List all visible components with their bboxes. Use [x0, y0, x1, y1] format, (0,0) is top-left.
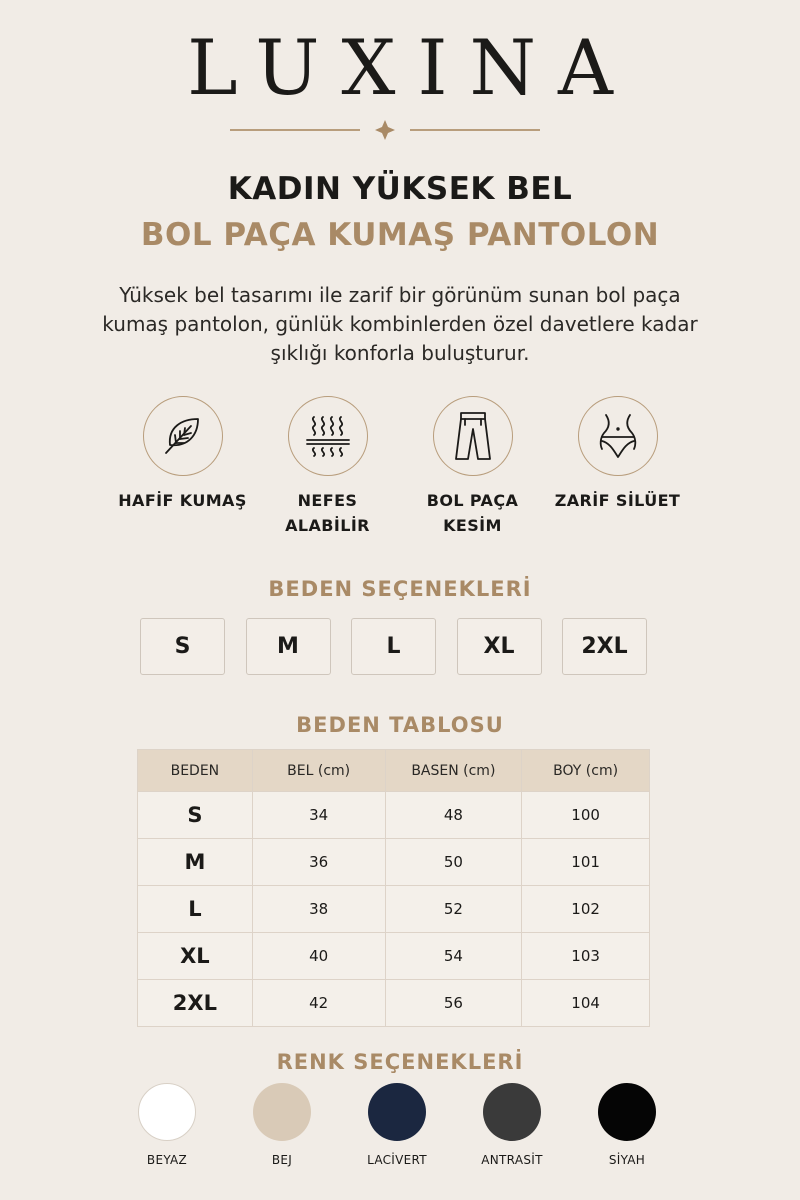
size-chart-title: BEDEN TABLOSU [296, 713, 504, 737]
size-chart-table [137, 749, 650, 1027]
hip-cell: 50 [385, 839, 522, 886]
size-cell: XL [138, 933, 253, 980]
feature-label: HAFİF KUMAŞ [118, 491, 247, 510]
table-row [138, 792, 650, 839]
table-row [138, 886, 650, 933]
product-title-line2: BOL PAÇA KUMAŞ PANTOLON [140, 217, 660, 253]
feature-label: NEFES ALABİLİR [285, 491, 370, 535]
column-header: BEDEN [138, 750, 253, 792]
length-cell: 100 [522, 792, 650, 839]
color-swatch[interactable] [598, 1083, 656, 1141]
leaf-icon [143, 396, 223, 476]
waist-cell: 38 [252, 886, 385, 933]
color-option[interactable] [457, 1083, 567, 1167]
color-selector [112, 1083, 682, 1167]
hip-cell: 54 [385, 933, 522, 980]
color-label: BEYAZ [146, 1153, 188, 1167]
brand-logo: LUXINA [187, 23, 635, 112]
color-options-title: RENK SEÇENEKLERİ [276, 1050, 524, 1074]
waist-silhouette-icon [578, 396, 658, 476]
hip-cell: 52 [385, 886, 522, 933]
color-swatch[interactable] [368, 1083, 426, 1141]
size-option-button[interactable]: L [351, 618, 436, 675]
trousers-icon [433, 396, 513, 476]
ornament-divider [230, 120, 540, 140]
size-cell: L [138, 886, 253, 933]
waist-cell: 36 [252, 839, 385, 886]
size-options-title: BEDEN SEÇENEKLERİ [268, 577, 532, 601]
hip-cell: 56 [385, 980, 522, 1027]
feature-item [545, 396, 690, 538]
size-cell: 2XL [138, 980, 253, 1027]
waist-cell: 34 [252, 792, 385, 839]
color-option[interactable] [342, 1083, 452, 1167]
size-cell: S [138, 792, 253, 839]
color-swatch[interactable] [138, 1083, 196, 1141]
breathable-fabric-icon [288, 396, 368, 476]
length-cell: 104 [522, 980, 650, 1027]
color-option[interactable] [227, 1083, 337, 1167]
table-row [138, 933, 650, 980]
color-label: SİYAH [608, 1153, 646, 1167]
column-header: BASEN (cm) [385, 750, 522, 792]
color-label: ANTRASİT [481, 1153, 543, 1167]
color-option[interactable] [112, 1083, 222, 1167]
feature-list [110, 396, 690, 538]
color-label: BEJ [271, 1153, 293, 1167]
color-swatch[interactable] [483, 1083, 541, 1141]
length-cell: 101 [522, 839, 650, 886]
table-row [138, 980, 650, 1027]
waist-cell: 40 [252, 933, 385, 980]
column-header: BOY (cm) [522, 750, 650, 792]
size-option-button[interactable]: M [246, 618, 331, 675]
length-cell: 102 [522, 886, 650, 933]
table-header-row [138, 750, 650, 792]
feature-item [255, 396, 400, 538]
size-option-button[interactable]: S [140, 618, 225, 675]
waist-cell: 42 [252, 980, 385, 1027]
size-option-button[interactable]: XL [457, 618, 542, 675]
table-row [138, 839, 650, 886]
size-cell: M [138, 839, 253, 886]
length-cell: 103 [522, 933, 650, 980]
feature-label: ZARİF SİLÜET [554, 491, 681, 510]
size-option-button[interactable]: 2XL [562, 618, 647, 675]
product-title-line1: KADIN YÜKSEK BEL [227, 171, 573, 207]
color-swatch[interactable] [253, 1083, 311, 1141]
feature-label: BOL PAÇA KESİM [426, 491, 519, 535]
color-option[interactable] [572, 1083, 682, 1167]
column-header: BEL (cm) [252, 750, 385, 792]
feature-item [110, 396, 255, 538]
product-description: Yüksek bel tasarımı ile zarif bir görünüm sunan bol paça kumaş pantolon, günlük kombinlerden özel davetlere kadar şıklığı konforla buluşturur. [102, 283, 698, 365]
color-label: LACİVERT [367, 1153, 427, 1167]
feature-item [400, 396, 545, 538]
hip-cell: 48 [385, 792, 522, 839]
size-selector [140, 618, 647, 675]
